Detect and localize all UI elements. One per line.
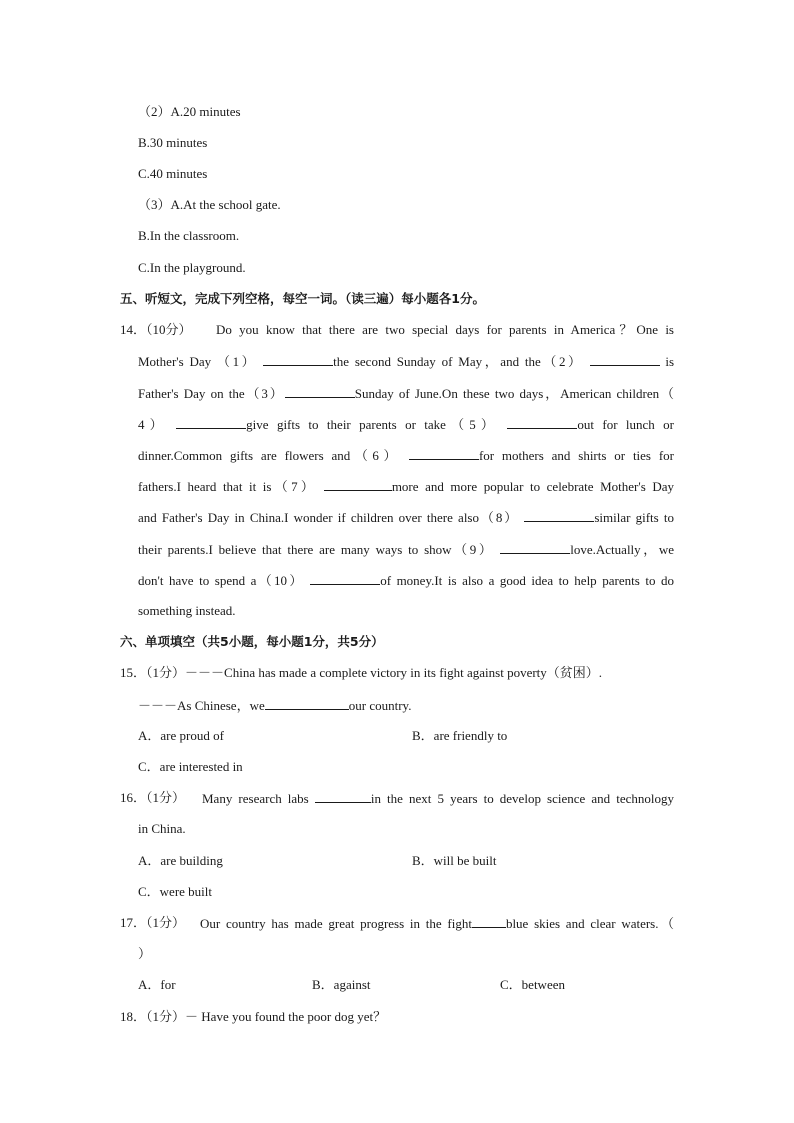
q14-line-9: don't have to spend a（10） of money.It is also a good idea to help parents to do: [138, 573, 674, 588]
q14-blank-7[interactable]: [324, 477, 392, 491]
q14-line-4: 4） give gifts to their parents or take（5） out for lunch or: [138, 417, 675, 432]
q13-sub3-option-b: B.In the classroom.: [138, 228, 240, 243]
q14-line-10: something instead.: [138, 603, 236, 618]
q14-blank-1[interactable]: [263, 352, 333, 366]
q17-stem: Our country has made great progress in the fight blue skies and clear waters.（: [200, 916, 674, 931]
q15-stem: 15．（1分）－－－China has made a complete victory in its fight against poverty（贫困）.: [120, 665, 603, 680]
q16-stem-continued: in China.: [138, 821, 186, 836]
q13-sub2-option-a: （2）A.20 minutes: [138, 104, 241, 119]
q14-blank-2[interactable]: [590, 352, 660, 366]
q14-blank-4[interactable]: [176, 415, 246, 429]
q14-blank-8[interactable]: [524, 508, 594, 522]
q13-sub2-number: （2）: [138, 104, 171, 119]
q13-sub2-option-b: B.30 minutes: [138, 135, 208, 150]
q15-option-c[interactable]: C．are interested in: [138, 759, 243, 774]
q15-reply: －－－As Chinese，we our country.: [138, 698, 412, 713]
q16-option-b[interactable]: B．will be built: [412, 853, 497, 868]
q17-blank[interactable]: [472, 914, 506, 928]
q14-line-7: and Father's Day in China.I wonder if children over there also（8） similar gifts to: [138, 510, 674, 525]
q14-blank-6[interactable]: [409, 446, 479, 460]
q17-option-c[interactable]: C．between: [500, 977, 565, 992]
q18-number: 18．: [120, 1009, 147, 1024]
q17-number: 17．（1分）: [120, 915, 186, 930]
q14-blank-3[interactable]: [285, 384, 355, 398]
q13-sub3-option-c: C.In the playground.: [138, 260, 246, 275]
q14-blank-9[interactable]: [500, 540, 570, 554]
q17-option-b[interactable]: B．against: [312, 977, 371, 992]
q13-sub2-option-c: C.40 minutes: [138, 166, 208, 181]
q14-blank-10[interactable]: [310, 571, 380, 585]
section-6-heading: 六、单项填空（共5小题，每小题1分，共5分）: [120, 634, 384, 649]
q14-line-3: Father's Day on the（3） Sunday of June.On these two days，American children（: [138, 386, 675, 401]
q15-option-b[interactable]: B．are friendly to: [412, 728, 508, 743]
q15-option-a[interactable]: A．are proud of: [138, 728, 224, 743]
q14-line-8: their parents.I believe that there are many ways to show（9） love.Actually，we: [138, 542, 675, 557]
q16-stem: Many research labs in the next 5 years to develop science and technology: [202, 791, 674, 806]
q14-line-2: Mother's Day （1） the second Sunday of May，and the（2） is: [138, 354, 675, 369]
q17-score: （1分）: [146, 915, 186, 930]
q16-score: （1分）: [146, 790, 186, 805]
q16-number: 16．（1分）: [120, 790, 186, 805]
q13-sub3-number: （3）: [138, 197, 171, 212]
q14-number: 14．（10分）: [120, 322, 192, 337]
q15-score: （1分）: [146, 665, 186, 680]
q16-option-c[interactable]: C．were built: [138, 884, 213, 899]
q17-option-a[interactable]: A．for: [138, 977, 176, 992]
q18-score: （1分）: [146, 1009, 186, 1024]
q17-stem-continued: ）: [138, 946, 152, 961]
q14-line-1: Do you know that there are two special days for parents in America？One is: [216, 322, 674, 337]
q16-option-a[interactable]: A．are building: [138, 853, 223, 868]
q14-line-5: dinner.Common gifts are flowers and（6） for mothers and shirts or ties for: [138, 448, 674, 463]
q14-line-6: fathers.I heard that it is（7） more and more popular to celebrate Mother's Day: [138, 479, 675, 494]
q13-sub3-option-a: （3）A.At the school gate.: [138, 197, 281, 212]
q15-number: 15．: [120, 665, 147, 680]
q14-score: （10分）: [146, 322, 192, 337]
q16-blank[interactable]: [315, 789, 371, 803]
q14-blank-5[interactable]: [507, 415, 577, 429]
section-5-heading: 五、听短文，完成下列空格，每空一词。（读三遍）每小题各1分。: [120, 291, 485, 306]
q18-stem: 18．（1分）－ Have you found the poor dog yet？: [120, 1009, 387, 1024]
q15-blank[interactable]: [265, 696, 349, 710]
